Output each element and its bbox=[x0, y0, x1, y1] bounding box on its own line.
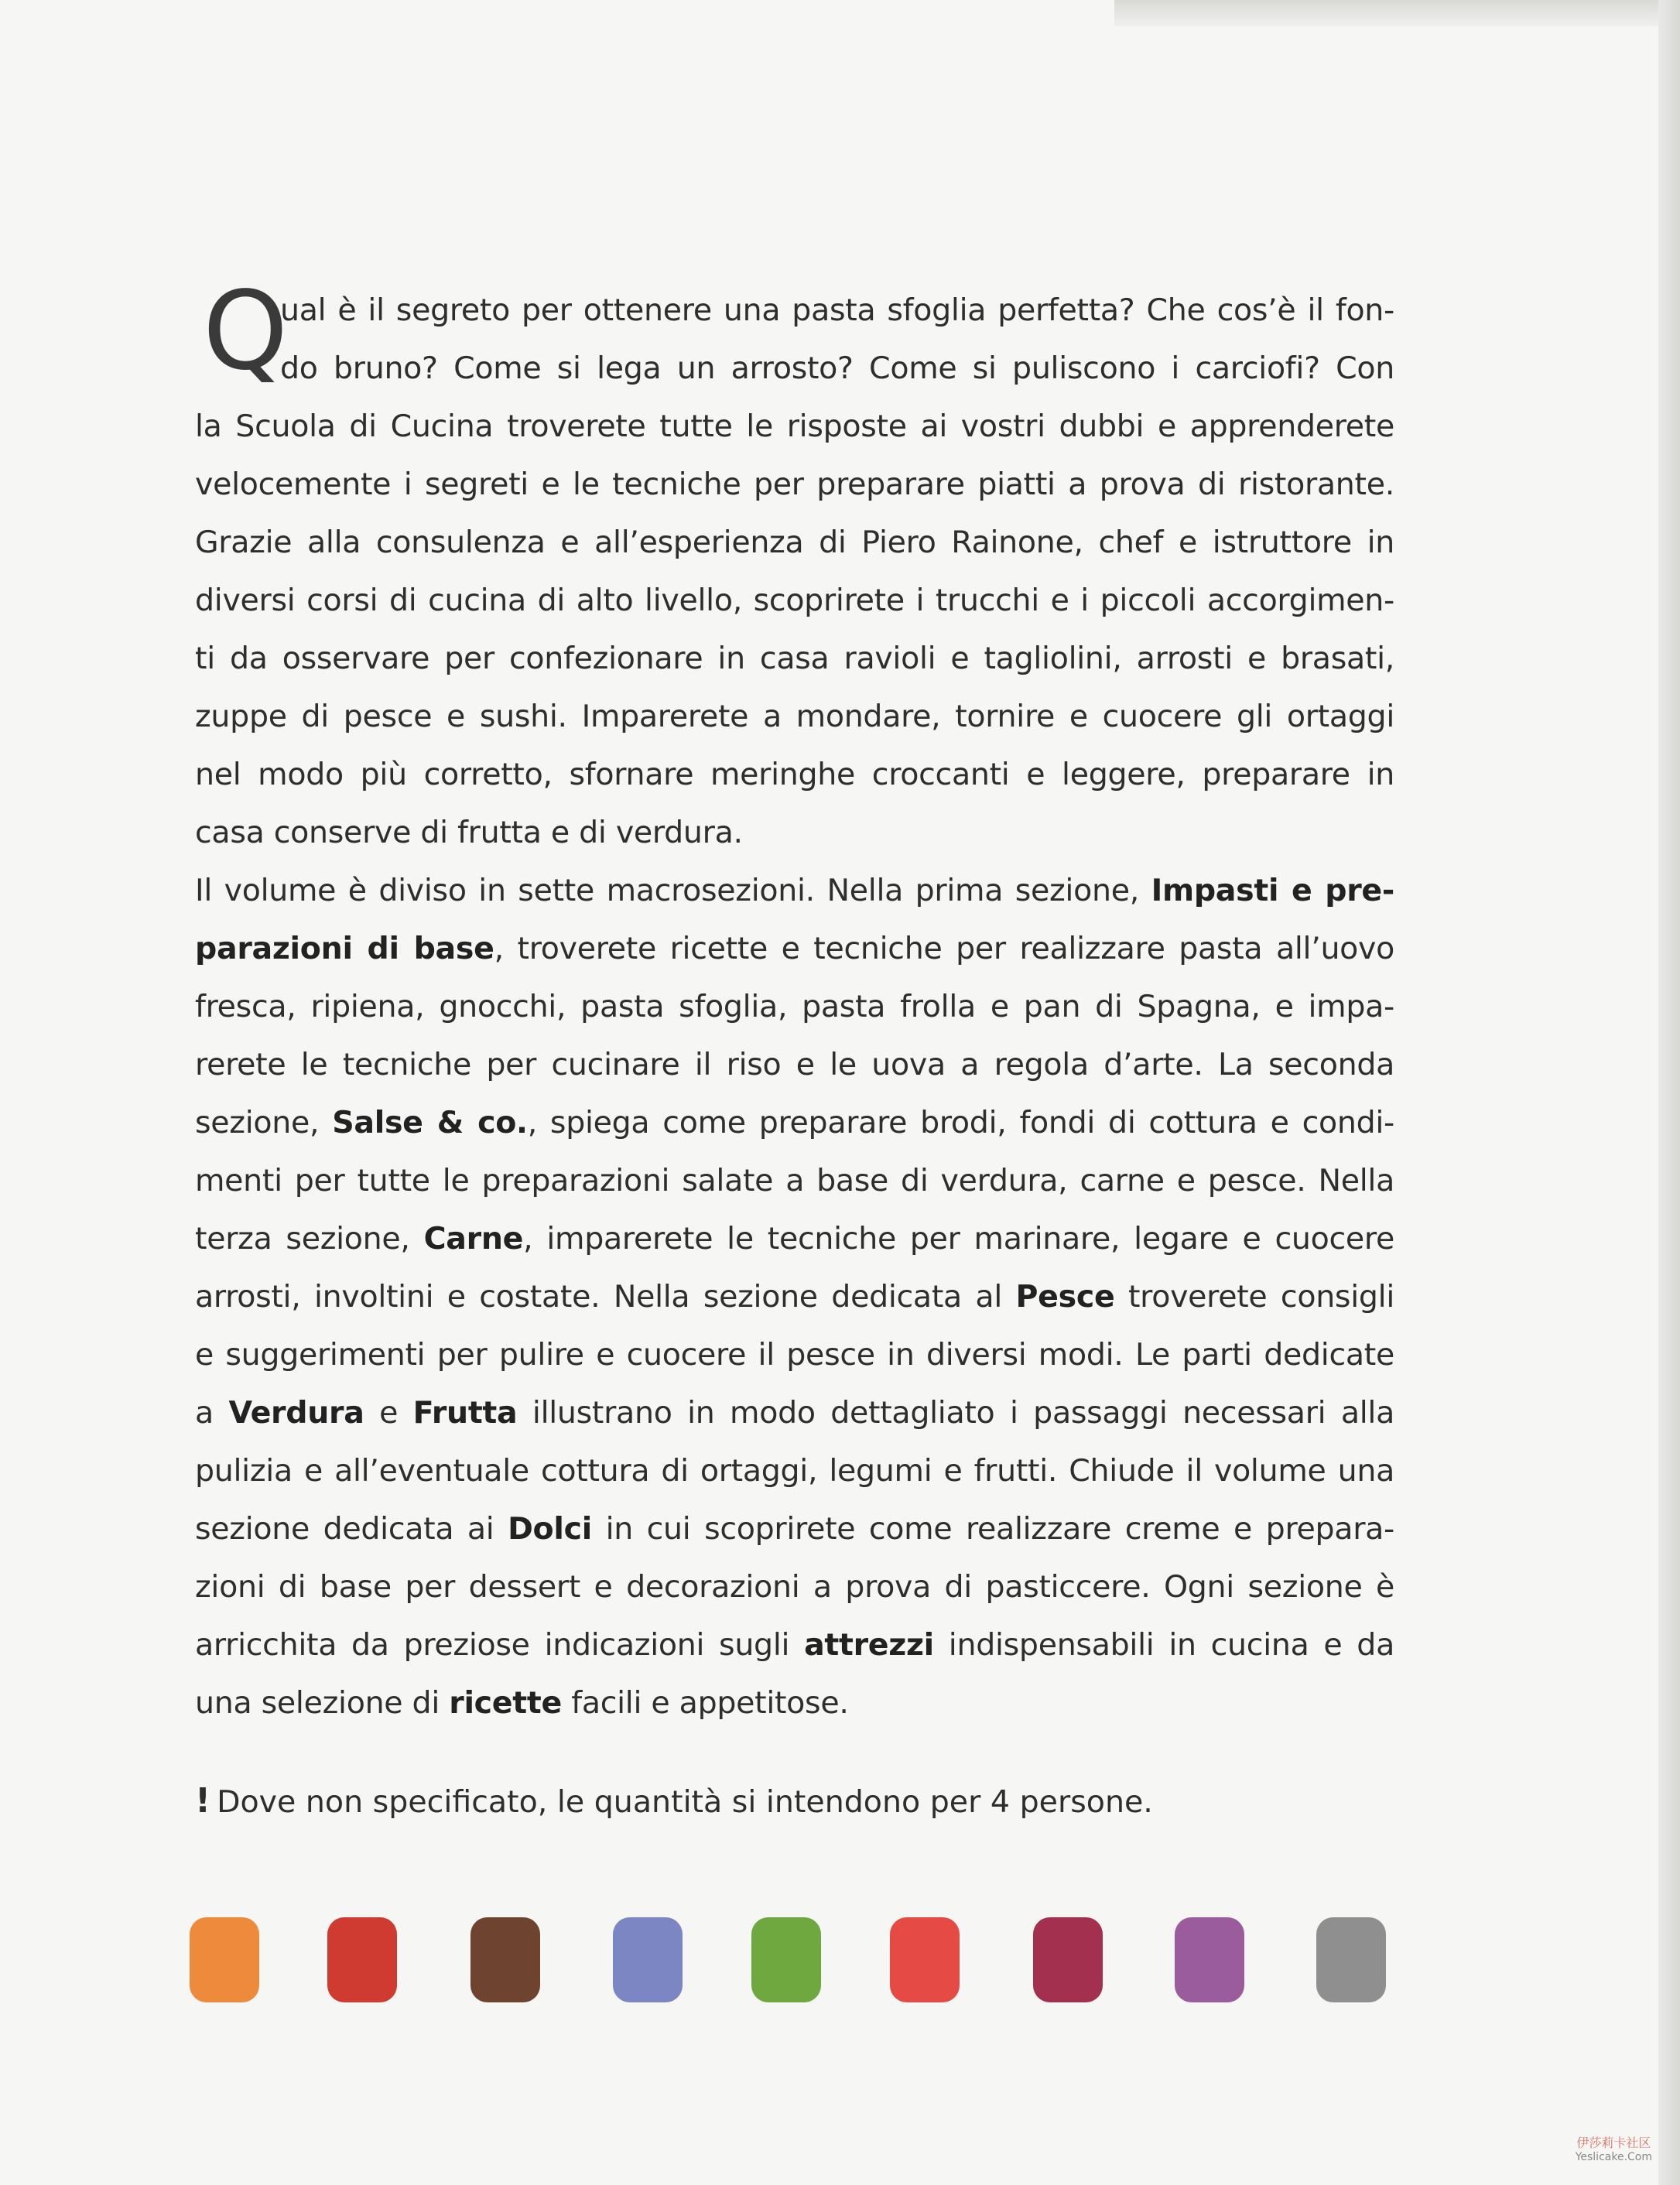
text-line: menti per tutte le preparazioni salate a base di verdura, carne e pesce. Nella bbox=[195, 1163, 1394, 1199]
keyword-ricette: ricette bbox=[449, 1685, 562, 1721]
text-run: illustrano in modo dettagliato i passaggi necessari alla bbox=[517, 1395, 1395, 1431]
text-line: e suggerimenti per pulire e cuocere il pesce in diversi modi. Le parti dedicate bbox=[195, 1337, 1394, 1373]
section-color-swatches bbox=[190, 1917, 1397, 2002]
text-run: una selezione di bbox=[195, 1685, 450, 1721]
section-name-carne: Carne bbox=[423, 1221, 524, 1257]
paragraph-intro bbox=[195, 268, 1394, 862]
servings-note-text: Dove non specificato, le quantità si intendono per 4 persone. bbox=[217, 1784, 1153, 1820]
color-swatch-blue bbox=[613, 1917, 683, 2002]
color-swatch-coral bbox=[890, 1917, 960, 2002]
section-name-impasti: Impasti e pre- bbox=[1151, 873, 1394, 908]
text-line bbox=[195, 1674, 1394, 1732]
text-line bbox=[195, 1094, 1394, 1152]
color-swatch-purple bbox=[1175, 1917, 1244, 2002]
text-run: troverete consigli bbox=[1114, 1279, 1395, 1315]
page-edge-top bbox=[1114, 0, 1680, 26]
intro-text bbox=[195, 268, 1395, 1732]
keyword-attrezzi: attrezzi bbox=[804, 1627, 934, 1663]
section-name-salse: Salse & co. bbox=[332, 1105, 528, 1140]
color-swatch-crimson bbox=[1033, 1917, 1103, 2002]
text-line bbox=[195, 1384, 1394, 1442]
text-line: rerete le tecniche per cucinare il riso e le uova a regola d’arte. La seconda bbox=[195, 1047, 1394, 1082]
exclamation-icon: ! bbox=[195, 1781, 211, 1821]
text-line: ti da osservare per confezionare in casa ravioli e tagliolini, arrosti e brasati, bbox=[195, 641, 1394, 676]
text-run: Il volume è diviso in sette macrosezioni. Nella prima sezione, bbox=[195, 873, 1151, 908]
color-swatch-green bbox=[751, 1917, 821, 2002]
text-run: sezione dedicata ai bbox=[195, 1511, 508, 1547]
text-line bbox=[195, 920, 1394, 978]
text-run: a bbox=[195, 1395, 229, 1431]
page-edge-right bbox=[1658, 0, 1680, 2185]
text-line: zuppe di pesce e sushi. Imparerete a mondare, tornire e cuocere gli ortaggi bbox=[195, 699, 1394, 734]
text-line bbox=[195, 862, 1394, 920]
text-run: facili e appetitose. bbox=[561, 1685, 849, 1721]
watermark-top: 伊莎莉卡社区 bbox=[1576, 2135, 1651, 2150]
text-line bbox=[195, 1500, 1394, 1558]
text-run: , spiega come preparare brodi, fondi di cottura e condi- bbox=[527, 1105, 1394, 1140]
color-swatch-red bbox=[327, 1917, 397, 2002]
section-name-impasti-cont: parazioni di base bbox=[195, 931, 494, 966]
text-line bbox=[195, 1210, 1394, 1268]
color-swatch-brown bbox=[470, 1917, 540, 2002]
text-run: terza sezione, bbox=[195, 1221, 424, 1257]
section-name-frutta: Frutta bbox=[412, 1395, 518, 1431]
drop-cap: Q bbox=[203, 268, 289, 395]
text-run: , imparerete le tecniche per marinare, legare e cuocere bbox=[523, 1221, 1394, 1257]
text-line: do bruno? Come si lega un arrosto? Come si puliscono i carciofi? Con bbox=[280, 350, 1394, 386]
paragraph-sections bbox=[195, 862, 1394, 1732]
color-swatch-orange bbox=[190, 1917, 259, 2002]
text-run: e bbox=[364, 1395, 413, 1431]
text-line bbox=[195, 1616, 1394, 1674]
servings-note bbox=[195, 1772, 1153, 1831]
text-line: nel modo più corretto, sfornare meringhe croccanti e leggere, preparare in bbox=[195, 757, 1394, 792]
text-line: la Scuola di Cucina troverete tutte le risposte ai vostri dubbi e apprenderete bbox=[195, 409, 1394, 444]
text-line: velocemente i segreti e le tecniche per preparare piatti a prova di ristorante. bbox=[195, 467, 1394, 502]
text-line: pulizia e all’eventuale cottura di ortaggi, legumi e frutti. Chiude il volume una bbox=[195, 1453, 1394, 1489]
text-line: ual è il segreto per ottenere una pasta sfoglia perfetta? Che cos’è il fon- bbox=[280, 292, 1394, 328]
text-line: fresca, ripiena, gnocchi, pasta sfoglia, pasta frolla e pan di Spagna, e impa- bbox=[195, 989, 1394, 1024]
text-line: diversi corsi di cucina di alto livello, scoprirete i trucchi e i piccoli accorgimen- bbox=[195, 583, 1394, 618]
text-run: arricchita da preziose indicazioni sugli bbox=[195, 1627, 805, 1663]
watermark-bottom: Yeslicake.Com bbox=[1575, 2151, 1652, 2163]
site-watermark bbox=[1576, 2133, 1652, 2163]
text-line: casa conserve di frutta e di verdura. bbox=[195, 815, 743, 850]
text-line bbox=[195, 1268, 1394, 1326]
text-run: , troverete ricette e tecniche per realizzare pasta all’uovo bbox=[494, 931, 1394, 966]
text-line: Grazie alla consulenza e all’esperienza di Piero Rainone, chef e istruttore in bbox=[195, 525, 1394, 560]
section-name-verdura: Verdura bbox=[228, 1395, 364, 1431]
text-run: in cui scoprirete come realizzare creme e prepara- bbox=[591, 1511, 1394, 1547]
section-name-pesce: Pesce bbox=[1015, 1279, 1115, 1315]
text-run: arrosti, involtini e costate. Nella sezione dedicata al bbox=[195, 1279, 1016, 1315]
section-name-dolci: Dolci bbox=[508, 1511, 592, 1547]
text-line: zioni di base per dessert e decorazioni a prova di pasticcere. Ogni sezione è bbox=[195, 1569, 1394, 1605]
text-run: indispensabili in cucina e da bbox=[933, 1627, 1394, 1663]
color-swatch-gray bbox=[1316, 1917, 1386, 2002]
text-run: sezione, bbox=[195, 1105, 333, 1140]
